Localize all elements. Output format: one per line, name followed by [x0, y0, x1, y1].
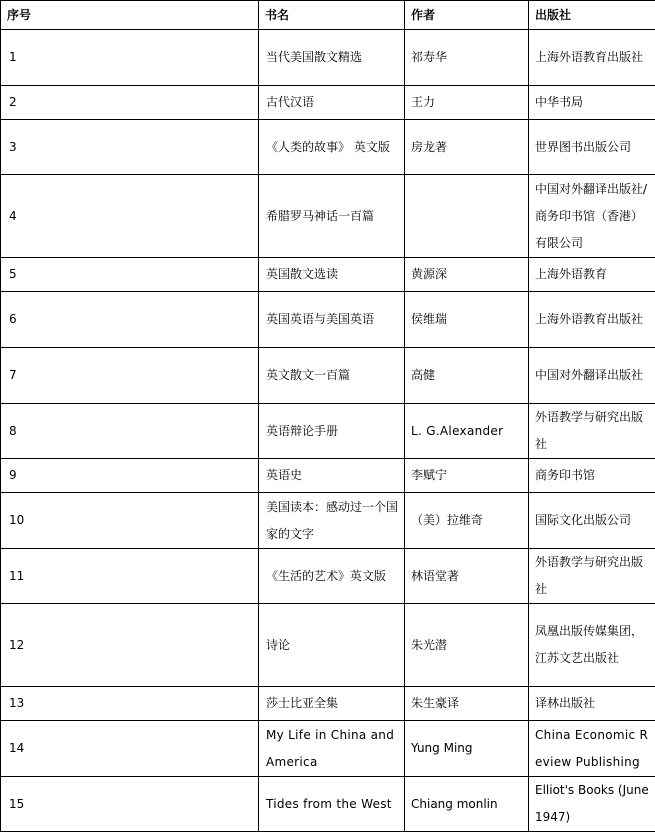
cell-title: My Life in China and America	[259, 721, 405, 777]
cell-author: 祁寿华	[405, 30, 529, 86]
table-row	[1, 687, 655, 721]
cell-title: 古代汉语	[259, 86, 405, 120]
cell-num: 2	[1, 86, 259, 120]
cell-publisher: 中华书局	[529, 86, 655, 120]
cell-title: 英语史	[259, 459, 405, 493]
cell-author: 王力	[405, 86, 529, 120]
cell-author: （美）拉维奇	[405, 493, 529, 549]
cell-author	[405, 175, 529, 258]
table-row	[1, 258, 655, 292]
cell-num: 15	[1, 777, 259, 832]
cell-publisher: 中国对外翻译出版社	[529, 348, 655, 404]
header-num: 序号	[1, 1, 259, 30]
cell-title: 希腊罗马神话一百篇	[259, 175, 405, 258]
cell-title: 英文散文一百篇	[259, 348, 405, 404]
cell-title: 诗论	[259, 604, 405, 687]
table-row	[1, 777, 655, 832]
cell-author: L. G.Alexander	[405, 404, 529, 459]
cell-author: 侯维瑞	[405, 292, 529, 348]
cell-author: 林语堂著	[405, 549, 529, 604]
cell-author: Chiang monlin	[405, 777, 529, 832]
cell-author: 高健	[405, 348, 529, 404]
cell-publisher: 外语教学与研究出版社	[529, 404, 655, 459]
table-row	[1, 348, 655, 404]
cell-title: 当代美国散文精选	[259, 30, 405, 86]
cell-num: 8	[1, 404, 259, 459]
cell-title: 英国散文选读	[259, 258, 405, 292]
table-row	[1, 459, 655, 493]
cell-num: 5	[1, 258, 259, 292]
cell-publisher: 上海外语教育	[529, 258, 655, 292]
cell-num: 1	[1, 30, 259, 86]
cell-title: 《人类的故事》 英文版	[259, 120, 405, 175]
cell-title: 莎士比亚全集	[259, 687, 405, 721]
table-row	[1, 604, 655, 687]
header-author: 作者	[405, 1, 529, 30]
cell-num: 12	[1, 604, 259, 687]
cell-num: 6	[1, 292, 259, 348]
cell-publisher: 外语教学与研究出版社	[529, 549, 655, 604]
table-row	[1, 721, 655, 777]
cell-author: 朱生豪译	[405, 687, 529, 721]
cell-title: 英语辩论手册	[259, 404, 405, 459]
cell-publisher: Elliot's Books (June 1947)	[529, 777, 655, 832]
cell-author: 黄源深	[405, 258, 529, 292]
cell-title: Tides from the West	[259, 777, 405, 832]
table-header-row	[1, 1, 655, 30]
cell-author: 朱光潜	[405, 604, 529, 687]
cell-title: 美国读本：感动过一个国家的文字	[259, 493, 405, 549]
cell-publisher: 凤凰出版传媒集团，江苏文艺出版社	[529, 604, 655, 687]
cell-num: 4	[1, 175, 259, 258]
cell-num: 13	[1, 687, 259, 721]
table-row	[1, 86, 655, 120]
table-row	[1, 404, 655, 459]
table-row	[1, 549, 655, 604]
cell-num: 3	[1, 120, 259, 175]
cell-num: 7	[1, 348, 259, 404]
cell-publisher: 译林出版社	[529, 687, 655, 721]
table-row	[1, 175, 655, 258]
cell-title: 《生活的艺术》英文版	[259, 549, 405, 604]
cell-publisher: 商务印书馆	[529, 459, 655, 493]
cell-num: 9	[1, 459, 259, 493]
table-row	[1, 30, 655, 86]
cell-publisher: 世界图书出版公司	[529, 120, 655, 175]
header-publisher: 出版社	[529, 1, 655, 30]
table-row	[1, 493, 655, 549]
cell-publisher: 上海外语教育出版社	[529, 292, 655, 348]
cell-title: 英国英语与美国英语	[259, 292, 405, 348]
cell-publisher: 中国对外翻译出版社/商务印书馆（香港）有限公司	[529, 175, 655, 258]
cell-num: 11	[1, 549, 259, 604]
cell-publisher: China Economic Review Publishing	[529, 721, 655, 777]
table-row	[1, 120, 655, 175]
cell-author: Yung Ming	[405, 721, 529, 777]
cell-author: 房龙著	[405, 120, 529, 175]
header-title: 书名	[259, 1, 405, 30]
cell-author: 李赋宁	[405, 459, 529, 493]
cell-num: 10	[1, 493, 259, 549]
cell-publisher: 上海外语教育出版社	[529, 30, 655, 86]
cell-num: 14	[1, 721, 259, 777]
table-row	[1, 292, 655, 348]
cell-publisher: 国际文化出版公司	[529, 493, 655, 549]
